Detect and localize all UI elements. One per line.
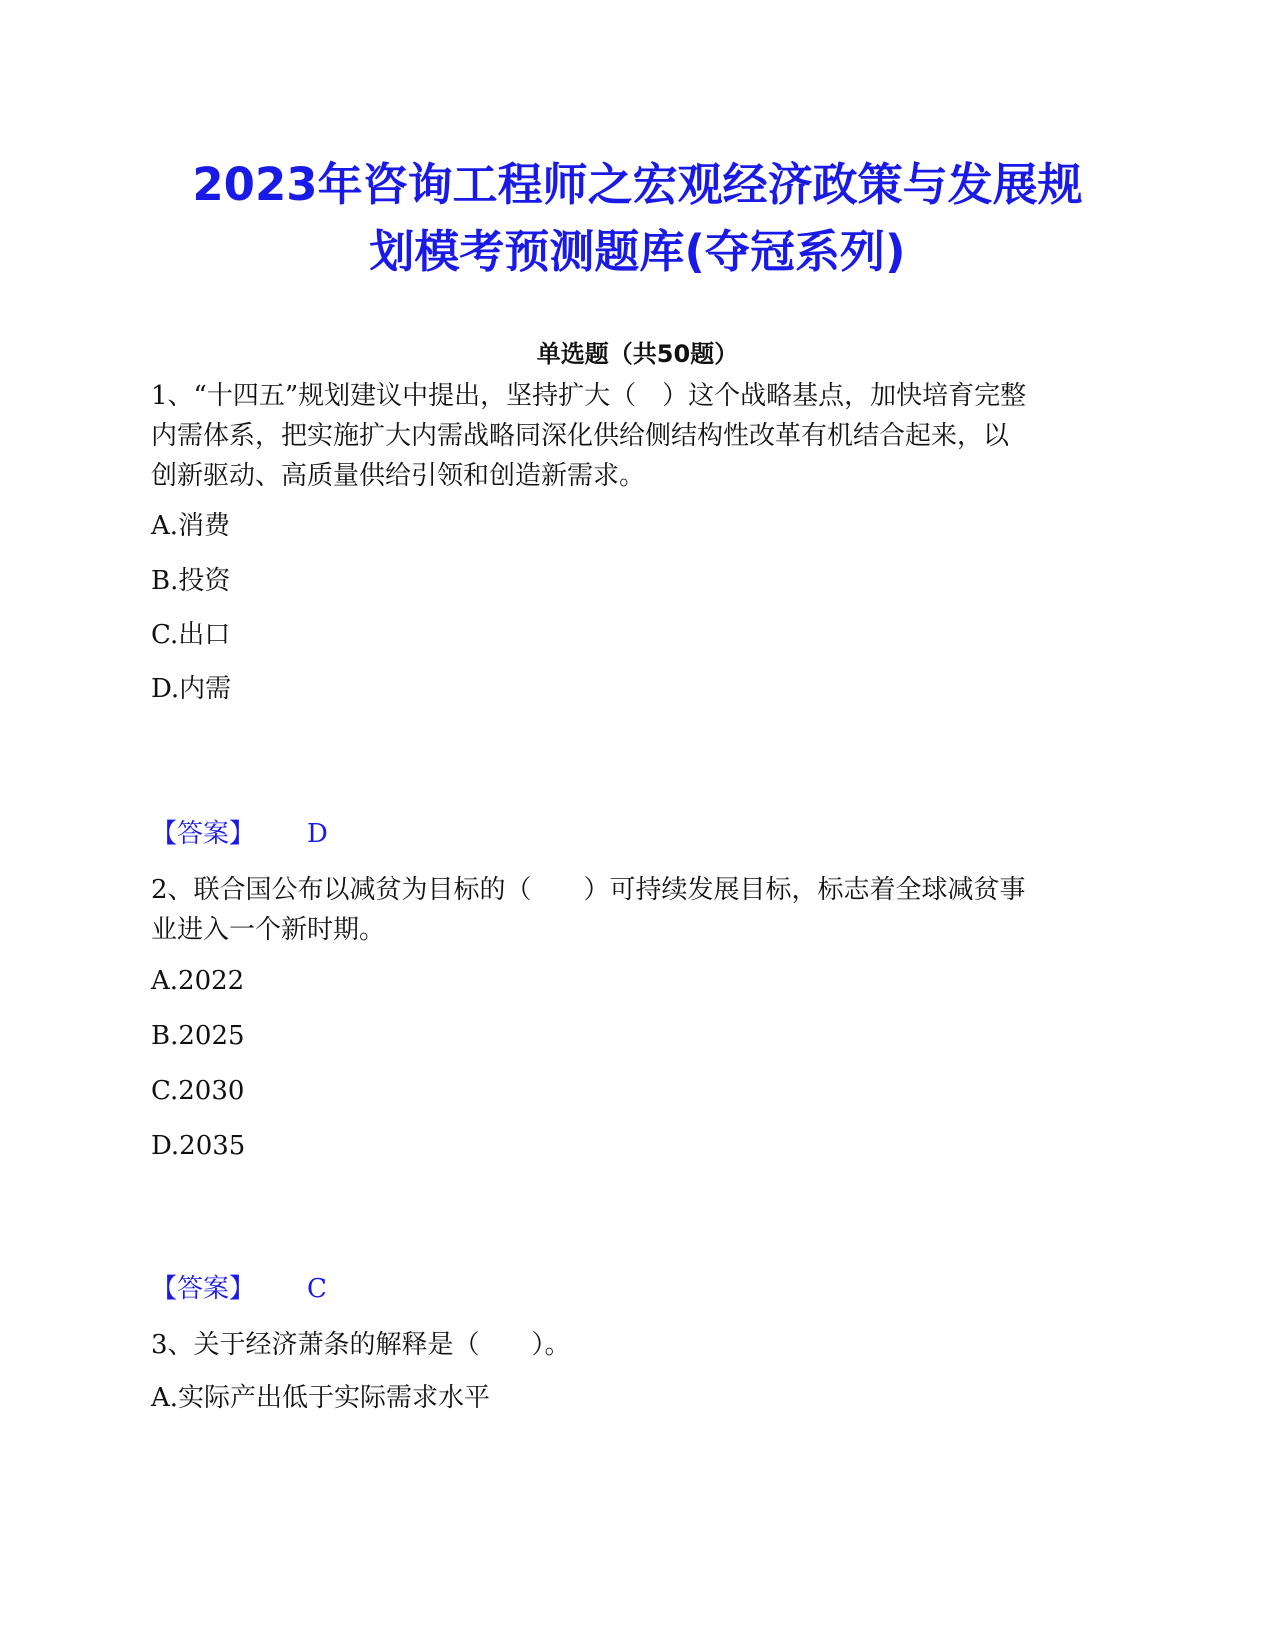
question-1-answer xyxy=(151,816,328,852)
question-1-option-c: C.出口 xyxy=(151,620,231,650)
question-1-line-3: 创新驱动、高质量供给引领和创造新需求。 xyxy=(151,461,646,491)
question-2-option-a: A.2022 xyxy=(151,966,245,996)
question-3-option-a: A.实际产出低于实际需求水平 xyxy=(151,1383,491,1413)
document-title-line-1: 2023年咨询工程师之宏观经济政策与发展规 xyxy=(192,158,1083,211)
answer-value: C xyxy=(307,1274,327,1304)
answer-value: D xyxy=(307,819,328,849)
question-1-line-1: 1、“十四五”规划建议中提出，坚持扩大（ ）这个战略基点，加快培育完整 xyxy=(151,381,1027,411)
document-title-line-2: 划模考预测题库(夺冠系列) xyxy=(369,225,906,278)
question-2-option-d: D.2035 xyxy=(151,1131,246,1161)
question-2-text xyxy=(151,870,1131,950)
question-2-option-c: C.2030 xyxy=(151,1076,245,1106)
question-1-line-2: 内需体系，把实施扩大内需战略同深化供给侧结构性改革有机结合起来，以 xyxy=(151,421,1010,451)
question-3-line-1: 3、关于经济萧条的解释是（ ）。 xyxy=(151,1330,571,1360)
question-1-option-a: A.消费 xyxy=(151,511,231,541)
answer-label: 【答案】 xyxy=(151,819,256,849)
question-2-line-1: 2、联合国公布以减贫为目标的（ ）可持续发展目标，标志着全球减贫事 xyxy=(151,875,1026,905)
question-3-text xyxy=(151,1325,1131,1365)
question-2-answer xyxy=(151,1271,327,1307)
section-heading: 单选题（共50题） xyxy=(536,340,739,368)
question-2-line-2: 业进入一个新时期。 xyxy=(151,915,386,945)
question-1-text xyxy=(151,376,1131,496)
question-1-option-b: B.投资 xyxy=(151,566,231,596)
question-1-option-d: D.内需 xyxy=(151,674,232,704)
answer-label: 【答案】 xyxy=(151,1274,256,1304)
question-2-option-b: B.2025 xyxy=(151,1021,245,1051)
